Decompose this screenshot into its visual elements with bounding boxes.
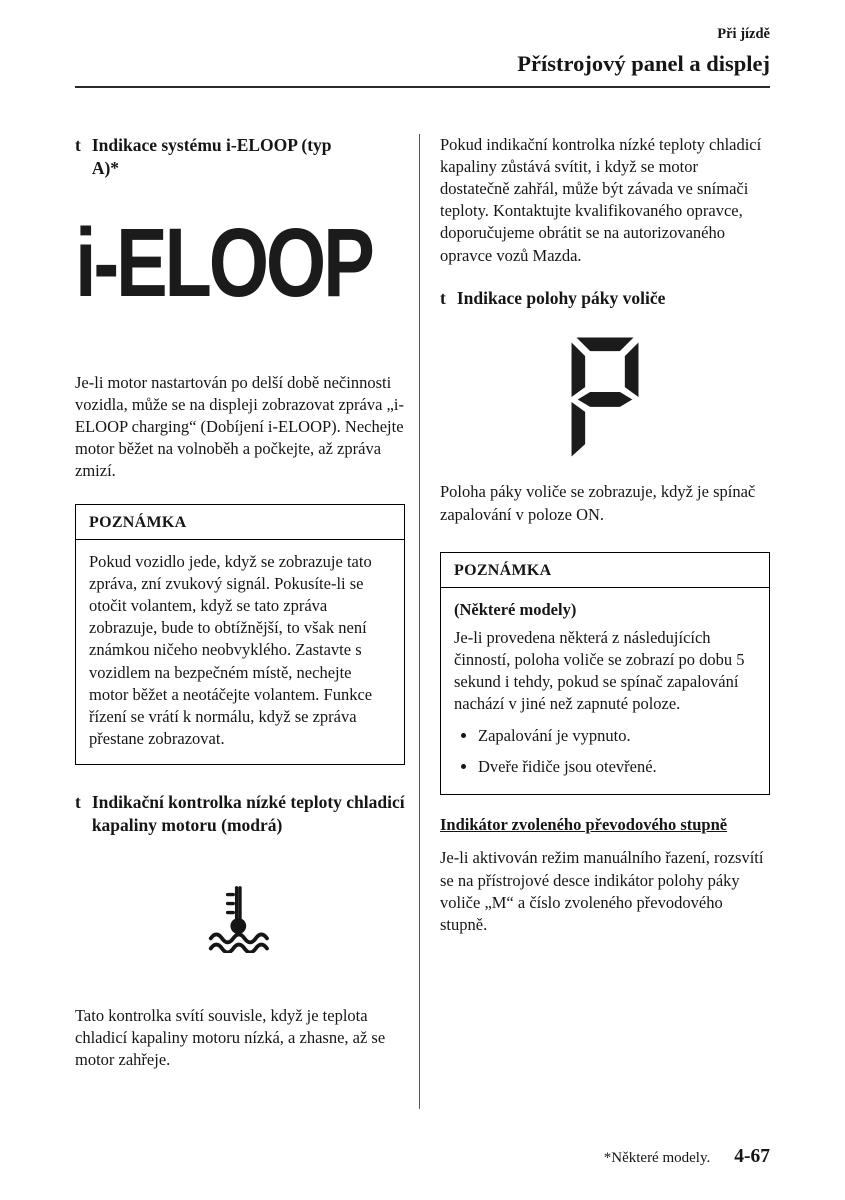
subheading-gear-indicator: Indikátor zvoleného převodového stupně (440, 815, 728, 835)
section-marker: t (440, 287, 446, 308)
list-item: • Zapalování je vypnuto. (478, 725, 756, 747)
paragraph: Poloha páky voliče se zobrazuje, když je spínač zapalování v poloze ON. (440, 482, 756, 524)
section-marker: t (75, 135, 81, 155)
paragraph: Je-li aktivován režim manuálního řazení, rozsvítí se na přístrojové desce indikátor polohy páky voliče „M“ a číslo zvoleného převodového stupně. (440, 848, 764, 934)
paragraph: Tato kontrolka svítí souvisle, když je teplota chladicí kapaliny motoru nízká, a zhasne, až se motor zahřeje. (75, 1005, 386, 1069)
list-item: • Dveře řidiče jsou otevřené. (478, 756, 756, 778)
ieloop-text: i-ELOOP (75, 207, 372, 317)
left-column (75, 134, 419, 1109)
page-header (0, 0, 845, 77)
right-column (420, 134, 770, 1109)
gear-position-p-indicator (440, 335, 770, 459)
page-title: Přístrojový panel a displej (517, 51, 770, 76)
note-subtitle: (Některé modely) (454, 599, 577, 619)
coolant-temperature-icon (75, 881, 405, 953)
section-heading-ieloop (75, 134, 405, 180)
section-title: Indikace polohy páky voliče (456, 287, 666, 308)
page-footer (604, 1146, 770, 1168)
note-bullet-list (454, 725, 756, 778)
note-text: Je-li provedena některá z následujících činností, poloha voliče se zobrazí po dobu 5 sekund i tehdy, pokud se spínač zapalování nachází v jiné než zapnuté poloze. (454, 627, 745, 714)
ieloop-display-graphic (75, 207, 405, 328)
paragraph: Pokud indikační kontrolka nízké teploty chladicí kapaliny zůstává svítit, i když se motor dostatečně zahřál, může být závada ve snímači teploty. Kontaktujte kvalifikovaného opravce, doporučujeme obrátit se na autorizovaného opravce vozů Mazda. (440, 135, 762, 265)
content-columns (0, 88, 845, 1109)
page-number: 4-67 (734, 1146, 770, 1167)
section-title: Indikační kontrolka nízké teploty chladicí kapaliny motoru (modrá) (91, 792, 405, 835)
section-heading-coolant (75, 791, 405, 837)
note-title: POZNÁMKA (76, 505, 404, 540)
chapter-label: Při jízdě (717, 26, 770, 42)
footnote: *Některé modely. (603, 1150, 711, 1166)
note-body: Pokud vozidlo jede, když se zobrazuje tato zpráva, zní zvukový signál. Pokusíte-li se otočit volantem, když se tato zpráva zobrazuje, bude to obtížnější, to však není známkou ničeho neobvyklého. Zastavte s vozidlem na bezpečném místě, nechejte motor běžet a neotáčejte volantem. Funkce řízení se vrátí k normálu, když se zpráva přestane zobrazovat. (89, 552, 373, 748)
section-heading-gear-position (440, 287, 770, 310)
note-body (441, 588, 769, 795)
note-box (440, 552, 770, 796)
section-title: Indikace systému i-ELOOP (typ A)* (91, 135, 332, 178)
note-box (75, 504, 405, 765)
note-title: POZNÁMKA (441, 553, 769, 588)
paragraph: Je-li motor nastartován po delší době nečinnosti vozidla, může se na displeji zobrazovat zpráva „i-ELOOP charging“ (Dobíjení i-ELOOP). Nechejte motor běžet na volnoběh a počkejte, až zpráva zmizí. (75, 372, 404, 480)
section-marker: t (75, 792, 81, 813)
